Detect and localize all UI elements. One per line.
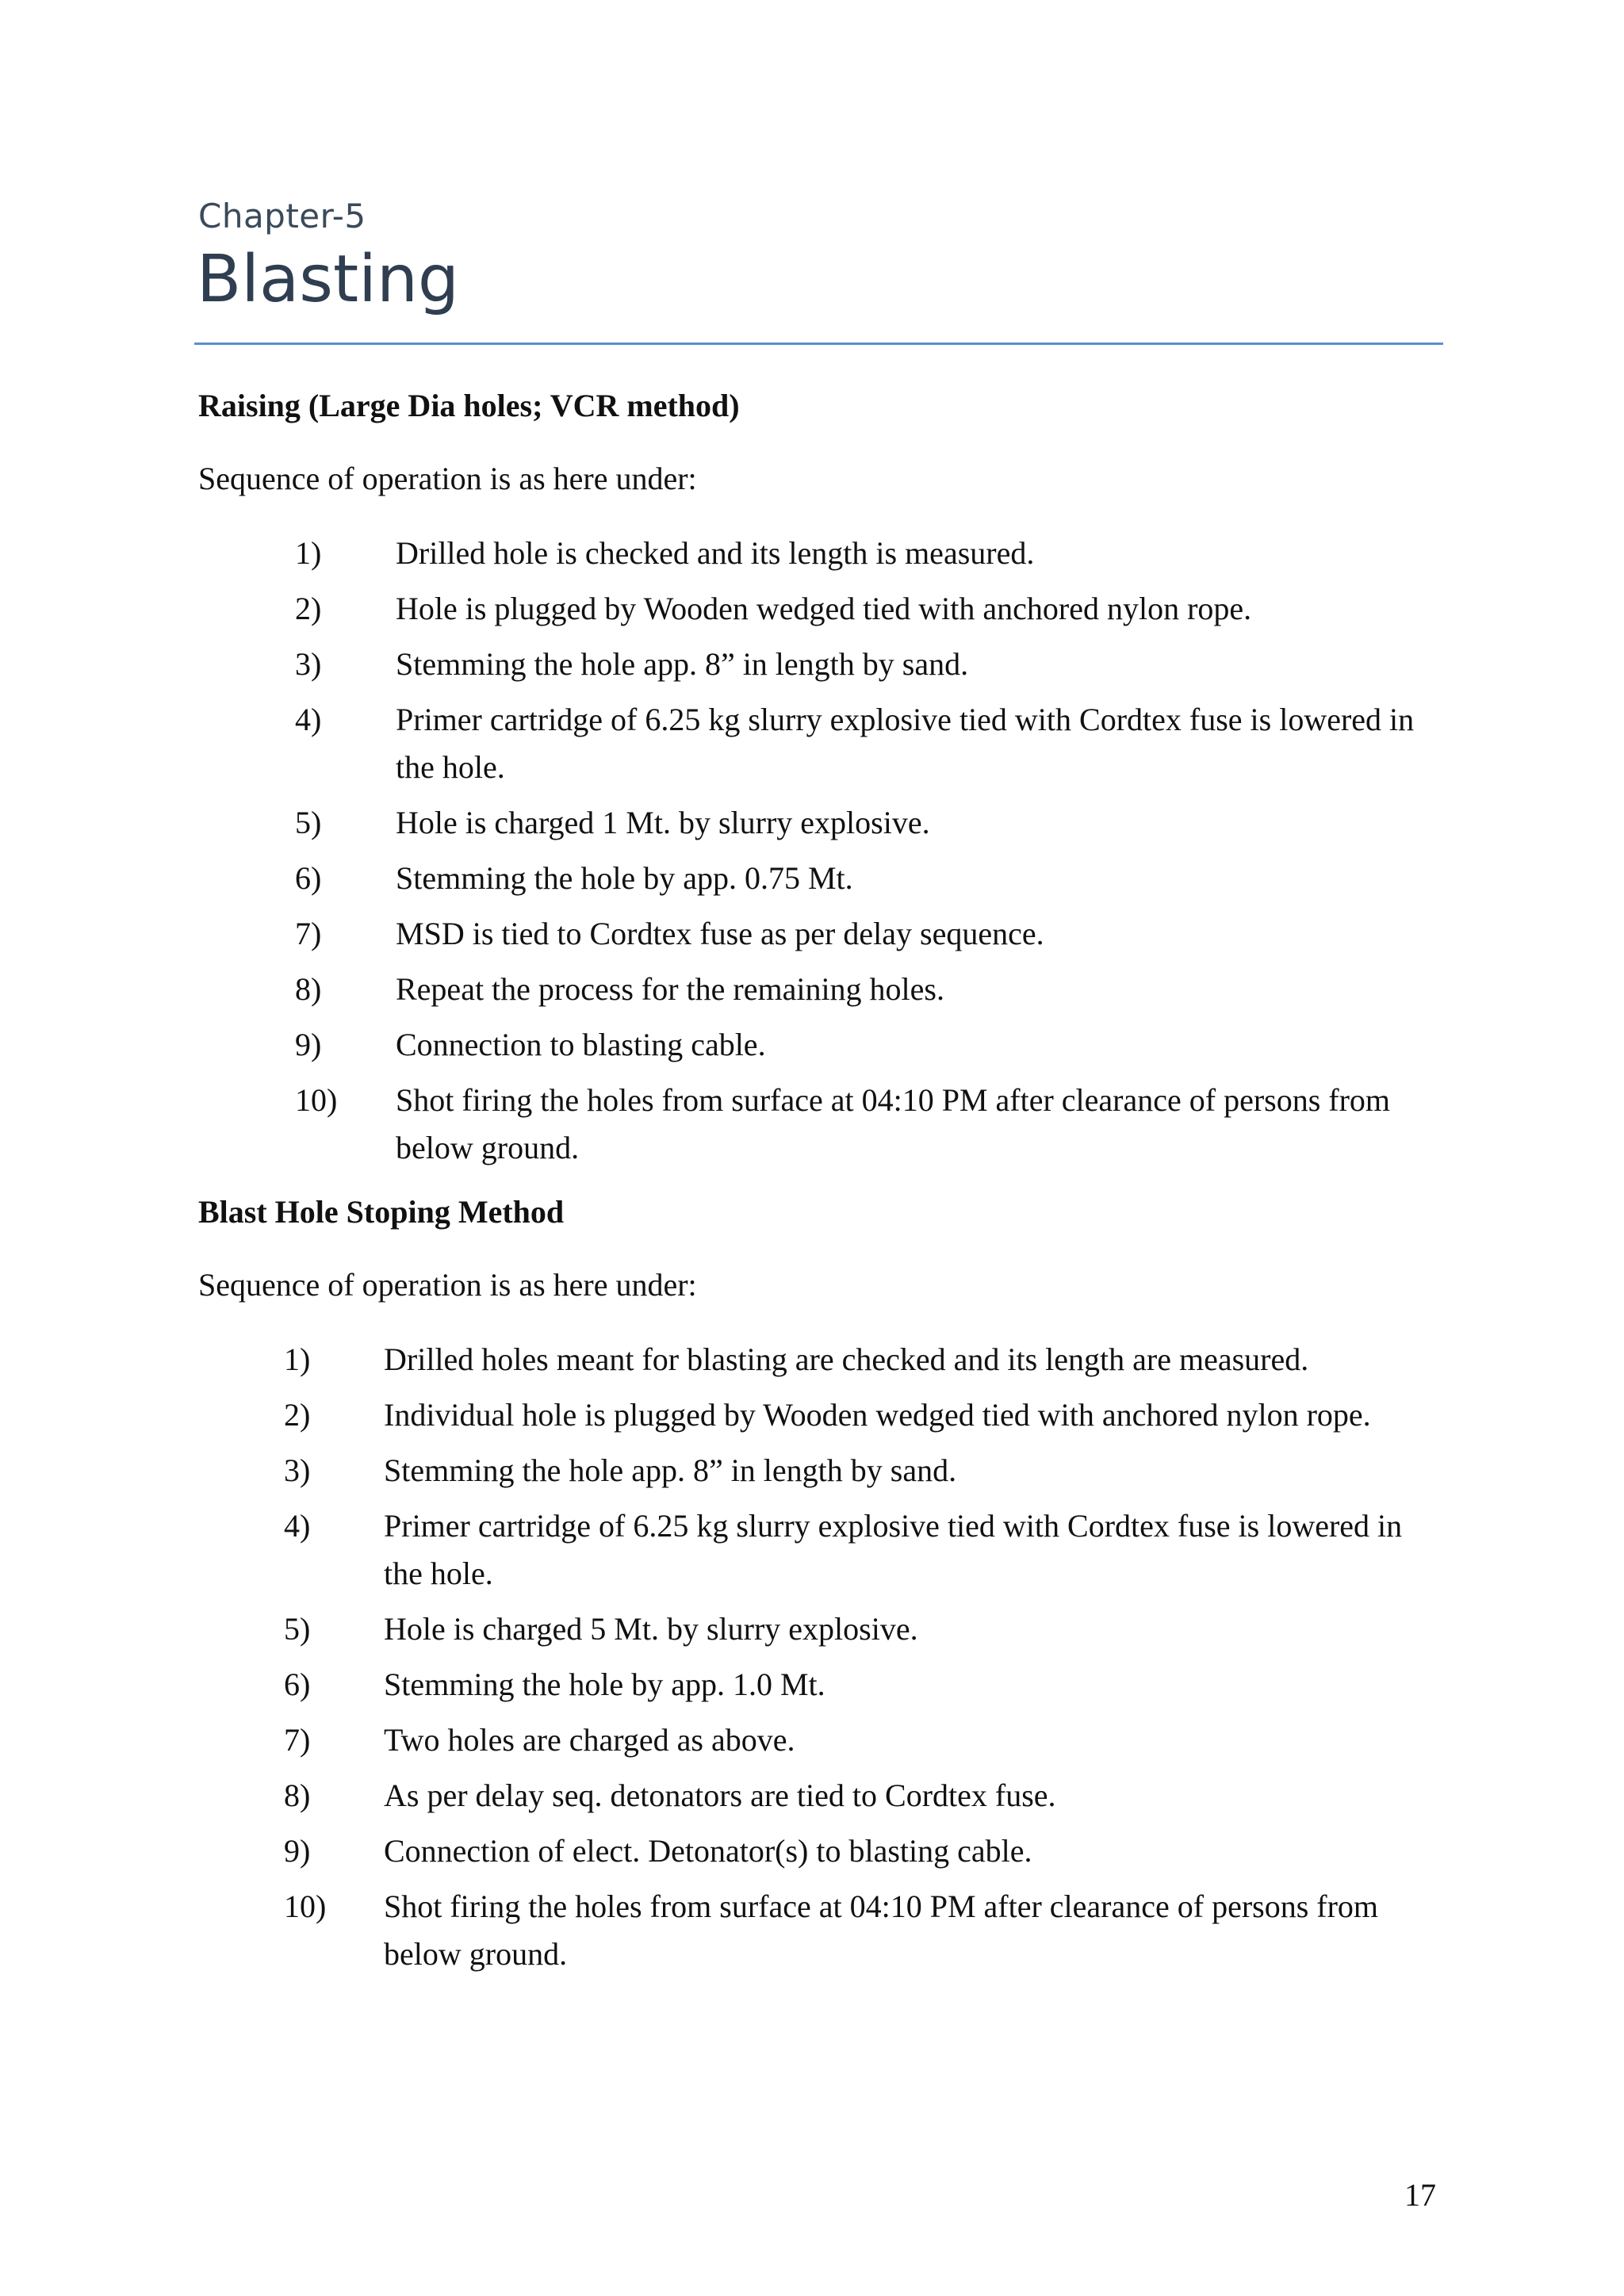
item-number: 8) — [295, 971, 322, 1007]
item-number: 5) — [284, 1611, 311, 1647]
list-item — [295, 1077, 1453, 1172]
list-item — [284, 1883, 1442, 1978]
item-text: Connection to blasting cable. — [396, 1027, 766, 1062]
chapter-title: Blasting — [197, 242, 459, 317]
item-number: 1) — [284, 1341, 311, 1377]
page-number: 17 — [1404, 2177, 1436, 2213]
item-text: Primer cartridge of 6.25 kg slurry explosive tied with Cordtex fuse is lowered in the hole. — [384, 1508, 1403, 1591]
section-intro-raising: Sequence of operation is as here under: — [198, 461, 697, 496]
list-item — [295, 799, 1453, 847]
item-number: 9) — [295, 1027, 322, 1062]
item-number: 6) — [284, 1667, 311, 1702]
list-item — [295, 585, 1453, 633]
chapter-label: Chapter-5 — [198, 197, 366, 235]
item-number: 4) — [295, 702, 322, 737]
item-number: 7) — [284, 1722, 311, 1758]
item-text: Shot firing the holes from surface at 04:10 PM after clearance of persons from below ground. — [396, 1082, 1391, 1165]
item-number: 2) — [284, 1397, 311, 1433]
list-item — [284, 1716, 1442, 1764]
list-item — [284, 1447, 1442, 1494]
item-number: 5) — [295, 805, 322, 840]
item-text: Stemming the hole by app. 0.75 Mt. — [396, 860, 853, 896]
item-text: Stemming the hole app. 8” in length by sand. — [384, 1452, 957, 1488]
list-item — [284, 1502, 1442, 1598]
list-item — [295, 966, 1453, 1013]
section-heading-raising: Raising (Large Dia holes; VCR method) — [198, 388, 740, 423]
list-item — [295, 641, 1453, 688]
item-number: 9) — [284, 1833, 311, 1869]
list-item — [284, 1336, 1442, 1383]
item-text: Hole is plugged by Wooden wedged tied with anchored nylon rope. — [396, 591, 1252, 626]
item-text: As per delay seq. detonators are tied to Cordtex fuse. — [384, 1777, 1056, 1813]
item-text: Stemming the hole app. 8” in length by sand. — [396, 646, 969, 682]
item-number: 3) — [295, 646, 322, 682]
item-text: Primer cartridge of 6.25 kg slurry explosive tied with Cordtex fuse is lowered in the hole. — [396, 702, 1415, 785]
item-number: 7) — [295, 916, 322, 951]
item-text: Connection of elect. Detonator(s) to blasting cable. — [384, 1833, 1032, 1869]
stoping-steps-list — [284, 1336, 1442, 1986]
item-number: 6) — [295, 860, 322, 896]
item-number: 4) — [284, 1508, 311, 1544]
raising-steps-list — [295, 530, 1453, 1180]
list-item — [284, 1605, 1442, 1653]
list-item — [295, 910, 1453, 958]
item-text: Hole is charged 1 Mt. by slurry explosive. — [396, 805, 930, 840]
item-text: Individual hole is plugged by Wooden wedged tied with anchored nylon rope. — [384, 1397, 1371, 1433]
item-text: Drilled holes meant for blasting are checked and its length are measured. — [384, 1341, 1309, 1377]
item-text: MSD is tied to Cordtex fuse as per delay sequence. — [396, 916, 1044, 951]
list-item — [295, 530, 1453, 577]
section-intro-blast-hole-stoping: Sequence of operation is as here under: — [198, 1267, 697, 1303]
item-text: Shot firing the holes from surface at 04:10 PM after clearance of persons from below ground. — [384, 1888, 1379, 1972]
list-item — [295, 1021, 1453, 1069]
item-number: 2) — [295, 591, 322, 626]
list-item — [295, 855, 1453, 902]
item-text: Stemming the hole by app. 1.0 Mt. — [384, 1667, 825, 1702]
item-number: 10) — [284, 1888, 327, 1924]
list-item — [284, 1661, 1442, 1709]
item-number: 1) — [295, 535, 322, 571]
item-number: 8) — [284, 1777, 311, 1813]
item-text: Two holes are charged as above. — [384, 1722, 795, 1758]
section-heading-blast-hole-stoping: Blast Hole Stoping Method — [198, 1194, 565, 1230]
title-divider — [194, 342, 1443, 345]
item-text: Hole is charged 5 Mt. by slurry explosive. — [384, 1611, 918, 1647]
list-item — [284, 1391, 1442, 1439]
list-item — [295, 696, 1453, 791]
item-text: Drilled hole is checked and its length is measured. — [396, 535, 1035, 571]
list-item — [284, 1772, 1442, 1820]
item-number: 10) — [295, 1082, 338, 1118]
item-text: Repeat the process for the remaining holes. — [396, 971, 944, 1007]
item-number: 3) — [284, 1452, 311, 1488]
list-item — [284, 1827, 1442, 1875]
